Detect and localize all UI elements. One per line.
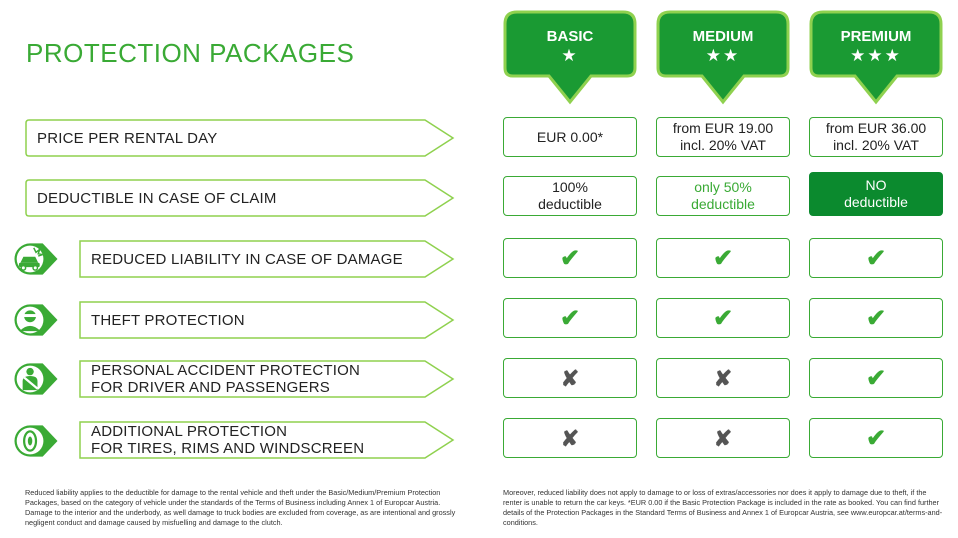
cross-icon: ✘ (713, 425, 733, 451)
cross-icon: ✘ (713, 365, 733, 391)
row-label-text: FOR DRIVER AND PASSENGERS (91, 379, 330, 396)
row-label-text: REDUCED LIABILITY IN CASE OF DAMAGE (91, 250, 403, 268)
cell-text: deductible (538, 196, 602, 212)
row-label-additional (79, 421, 455, 459)
package-header-premium (809, 10, 943, 106)
cell-price-medium (656, 117, 790, 157)
cell-theft-premium (809, 298, 943, 338)
package-name: BASIC (546, 28, 594, 45)
row-label-personal-accident (79, 360, 455, 398)
check-icon: ✔ (559, 304, 581, 332)
row-label-text: THEFT PROTECTION (91, 311, 245, 329)
cell-text: incl. 20% VAT (833, 137, 919, 153)
car-damage-icon (13, 236, 59, 282)
row-label-text: ADDITIONAL PROTECTION (91, 423, 288, 440)
row-label-text: DEDUCTIBLE IN CASE OF CLAIM (37, 189, 277, 207)
cell-theft-basic (503, 298, 637, 338)
row-label-deductible (25, 179, 455, 217)
row-label-text: PRICE PER RENTAL DAY (37, 129, 218, 147)
star-icon: ★ (561, 46, 579, 65)
check-icon: ✔ (712, 304, 734, 332)
row-label-text: FOR TIRES, RIMS AND WINDSCREEN (91, 440, 365, 457)
package-name: PREMIUM (840, 28, 912, 45)
cell-text: EUR 0.00* (536, 128, 604, 145)
tire-icon (13, 418, 59, 464)
check-icon: ✔ (865, 364, 887, 392)
cell-theft-medium (656, 298, 790, 338)
cell-text: from EUR 19.00 (672, 120, 774, 136)
row-label-price (25, 119, 455, 157)
cell-text: deductible (691, 196, 755, 212)
row-label-theft (79, 301, 455, 339)
cell-text: 100% (552, 179, 588, 195)
row-label-reduced-liability (79, 240, 455, 278)
cell-tires-basic (503, 418, 637, 458)
seatbelt-icon (13, 356, 59, 402)
cell-deductible-premium (809, 172, 943, 216)
cell-text: incl. 20% VAT (680, 137, 766, 153)
cell-accident-medium (656, 358, 790, 398)
cell-tires-premium (809, 418, 943, 458)
package-name: MEDIUM (692, 28, 754, 45)
star-icon: ★★ (705, 46, 741, 65)
cell-text: deductible (844, 194, 908, 210)
cell-text: from EUR 36.00 (825, 120, 927, 136)
cross-icon: ✘ (560, 425, 580, 451)
cell-text: NO (865, 177, 887, 193)
check-icon: ✔ (865, 424, 887, 452)
cell-tires-medium (656, 418, 790, 458)
row-label-text: PERSONAL ACCIDENT PROTECTION (91, 362, 360, 379)
check-icon: ✔ (559, 244, 581, 272)
cell-text: only 50% (694, 179, 752, 195)
cell-price-premium (809, 117, 943, 157)
cell-deductible-medium (656, 176, 790, 216)
cell-accident-basic (503, 358, 637, 398)
cell-liability-medium (656, 238, 790, 278)
check-icon: ✔ (865, 244, 887, 272)
cell-deductible-basic (503, 176, 637, 216)
page-title: PROTECTION PACKAGES (26, 38, 355, 68)
cell-liability-premium (809, 238, 943, 278)
package-header-basic (503, 10, 637, 106)
cell-accident-premium (809, 358, 943, 398)
package-header-medium (656, 10, 790, 106)
cell-liability-basic (503, 238, 637, 278)
footnote-right: Moreover, reduced liability does not apply to damage to or loss of extras/accessories nor does it apply to damage due to theft, if the renter is unable to return the car keys. *EUR 0.00 if the Basic Protection Package is included in the rate as booked. You can find further details of the Protection Packages in the Standard Terms of Business and Annex 1 of Europcar Austria, see www.europcar.at/terms-and-conditions. (503, 488, 943, 527)
cell-price-basic (503, 117, 637, 157)
cross-icon: ✘ (560, 365, 580, 391)
thief-icon (13, 297, 59, 343)
check-icon: ✔ (865, 304, 887, 332)
star-icon: ★★★ (850, 46, 902, 65)
check-icon: ✔ (712, 244, 734, 272)
footnote-left: Reduced liability applies to the deductible for damage to the rental vehicle and theft under the Basic/Medium/Premium Protection Packages, based on the category of vehicle under the standards of the Terms of Business including Annex 1 of Europcar Austria. Damage to the interior and the underbody, as well damage to truck bodies are excluded from coverage, as are intentional and grossly negligent conduct and damage caused by misfuelling and damage to the clutch. (25, 488, 456, 527)
